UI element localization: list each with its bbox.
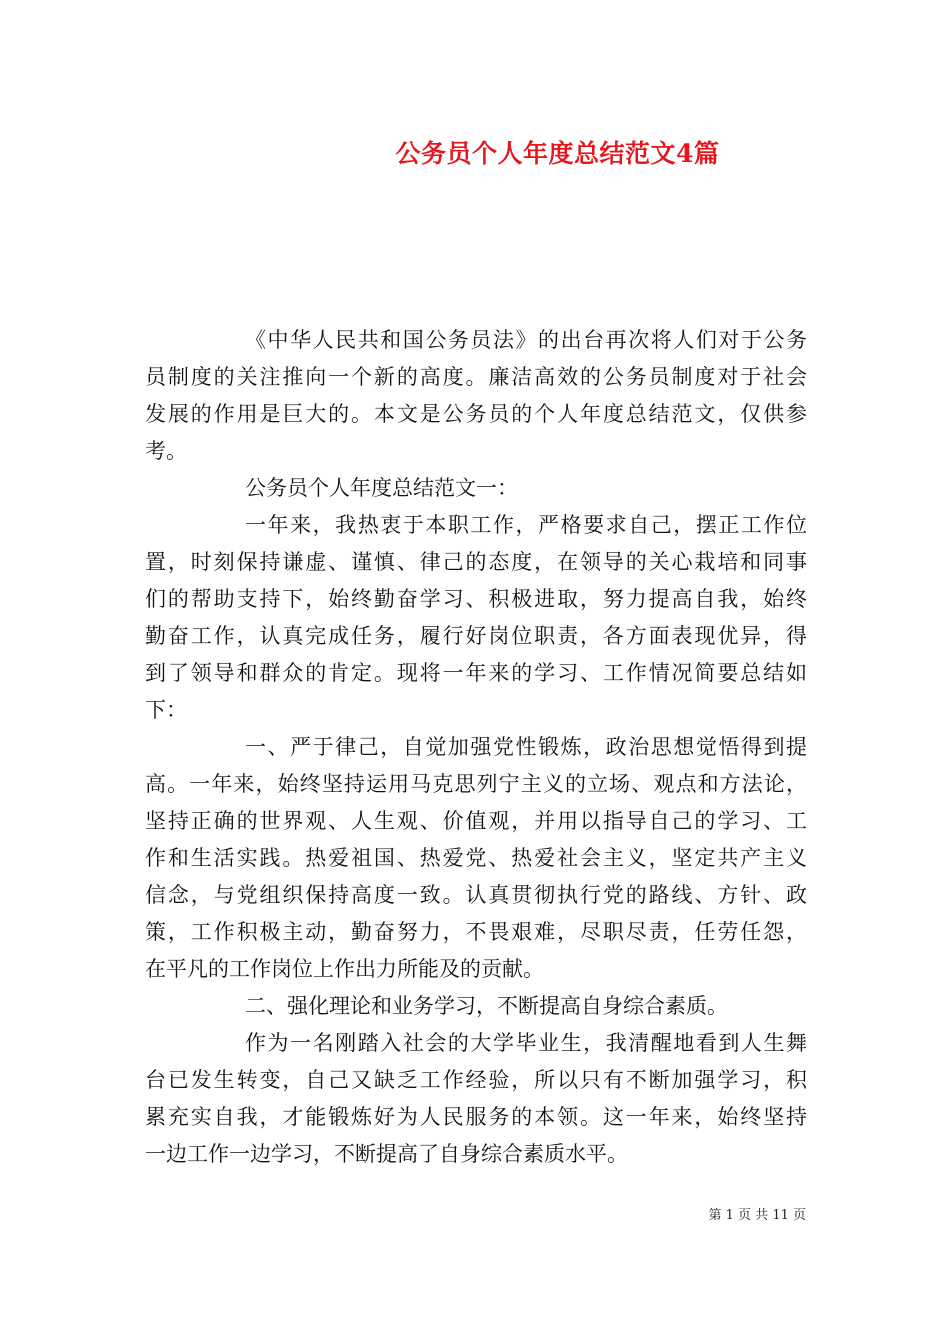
paragraph-line: 在平凡的工作岗位上作出力所能及的贡献。	[145, 957, 544, 981]
paragraph-line: 勤奋工作，认真完成任务，履行好岗位职责，各方面表现优异，得	[145, 624, 807, 648]
paragraph-line: 到了领导和群众的肯定。现将一年来的学习、工作情况简要总结如	[145, 661, 807, 685]
paragraph-line: 坚持正确的世界观、人生观、价值观，并用以指导自己的学习、工	[145, 809, 807, 833]
paragraph-line: 信念，与党组织保持高度一致。认真贯彻执行党的路线、方针、政	[145, 883, 807, 907]
paragraph-line: 考。	[145, 439, 187, 463]
paragraph-line: 公务员个人年度总结范文一：	[245, 476, 518, 500]
paragraph-line: 发展的作用是巨大的。本文是公务员的个人年度总结范文，仅供参	[145, 402, 807, 426]
paragraph-line: 员制度的关注推向一个新的高度。廉洁高效的公务员制度对于社会	[145, 365, 807, 389]
paragraph-line: 下：	[145, 698, 187, 722]
paragraph-line: 作为一名刚踏入社会的大学毕业生，我清醒地看到人生舞	[245, 1031, 807, 1055]
paragraph-line: 策，工作积极主动，勤奋努力，不畏艰难，尽职尽责，任劳任怨，	[145, 920, 807, 944]
paragraph-line: 一年来，我热衷于本职工作，严格要求自己，摆正工作位	[245, 513, 807, 537]
paragraph-line: 一边工作一边学习，不断提高了自身综合素质水平。	[145, 1142, 628, 1166]
paragraph-line: 作和生活实践。热爱祖国、热爱党、热爱社会主义，坚定共产主义	[145, 846, 807, 870]
document-title: 公务员个人年度总结范文4篇	[395, 139, 720, 168]
paragraph-line: 置，时刻保持谦虚、谨慎、律己的态度，在领导的关心栽培和同事	[145, 550, 807, 574]
paragraph-line: 累充实自我，才能锻炼好为人民服务的本领。这一年来，始终坚持	[145, 1105, 807, 1129]
document-body	[145, 322, 807, 1173]
paragraph-line: 一、严于律己，自觉加强党性锻炼，政治思想觉悟得到提	[245, 735, 807, 759]
paragraph-line: 《中华人民共和国公务员法》的出台再次将人们对于公务	[245, 328, 807, 352]
page-number: 第 1 页 共 11 页	[708, 1208, 806, 1223]
paragraph-line: 高。一年来，始终坚持运用马克思列宁主义的立场、观点和方法论，	[145, 772, 807, 796]
paragraph-line: 二、强化理论和业务学习，不断提高自身综合素质。	[245, 994, 728, 1018]
paragraph-line: 们的帮助支持下，始终勤奋学习、积极进取，努力提高自我，始终	[145, 587, 807, 611]
paragraph-line: 台已发生转变，自己又缺乏工作经验，所以只有不断加强学习，积	[145, 1068, 807, 1092]
